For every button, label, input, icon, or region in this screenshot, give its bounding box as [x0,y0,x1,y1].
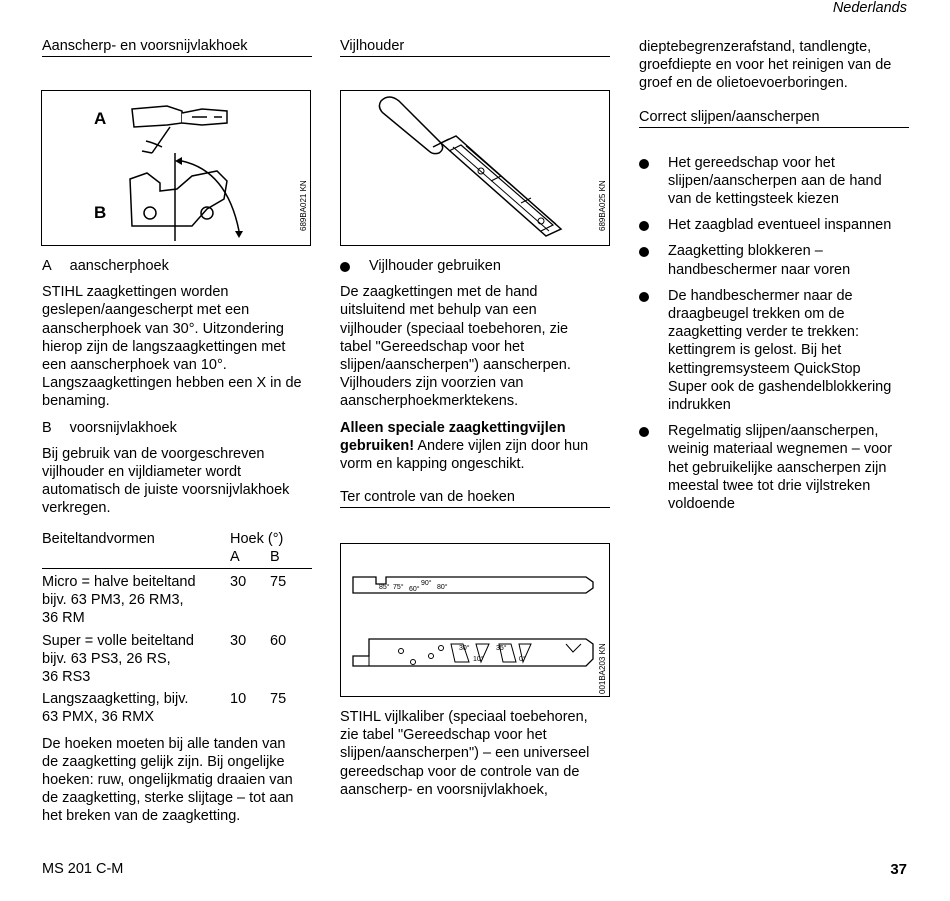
text-line: het gebruikelijke aanscherpen zijn [668,459,887,476]
text-line: aanscherp- en voorsnijvlakhoek, [340,781,548,798]
text-line: kettingremsysteem QuickStop [668,360,861,377]
bullet-icon [639,247,649,257]
table-row [42,628,312,687]
footer-model: MS 201 C-M [42,861,124,877]
text-line: groef en de olietoevoerboringen. [639,75,848,92]
svg-text:75°: 75° [393,584,404,591]
svg-text:85°: 85° [379,584,390,591]
column-2 [340,38,610,57]
text-line: dieptebegrenzerafstand, tandlengte, [639,39,872,55]
page-number: 37 [890,861,907,878]
table-header: Hoek (°) [230,530,284,547]
text-line: vorm en kapping ongeschikt. [340,456,525,473]
column-2-bottom [340,708,610,799]
text-line: gereedschap voor de controle van de [340,763,580,780]
text-line: vijlhouder (speciaal toebehoren, zie [340,320,569,337]
text-line: De hoeken moeten bij alle tanden van [42,735,286,752]
text-line: indrukken [668,397,731,414]
table-cell: 75 [270,574,287,591]
text-line: weinig materiaal wegnemen – voor [668,441,893,458]
warning-text: gebruiken! [340,437,415,454]
table-cell: 63 PMX, 36 RMX [42,709,155,726]
text-line: Het gereedschap voor het [668,154,835,171]
column-1-text [42,257,312,826]
list-item [639,216,909,234]
text-line: Vijlhouders zijn voorzien van [340,375,524,392]
item-a-text: aanscherphoek [69,258,169,274]
list-item [639,154,909,209]
text-line: voldoende [668,496,735,513]
text-line: groefdiepte en voor het reinigen van de [639,57,892,74]
text-line: kettingrem is gelost. Bij het [668,342,842,359]
bullet-text: Vijlhouder gebruiken [369,258,501,274]
table-cell: Langszaagketting, bijv. [42,691,189,708]
bullet-list [639,154,909,514]
section-heading-correct-sharpening: Correct slijpen/aanscherpen [639,109,909,128]
paragraph-c [42,735,312,826]
text-line: uitsluitend met behulp van een [340,302,537,319]
text-line: van de kettingsteek kiezen [668,191,839,208]
section-heading-angles: Aanscherp- en voorsnijvlakhoek [42,38,312,57]
text-line: draagbeugel trekken om de [668,306,845,323]
text-line: benaming. [42,393,110,410]
table-header: Beiteltandvormen [42,530,155,547]
file-gauge-illustration [341,544,609,696]
svg-text:80°: 80° [437,584,448,591]
svg-text:0°: 0° [519,656,526,663]
fig-label-b: B [94,203,107,222]
text-line: geslepen/aangescherpt met een [42,302,250,319]
svg-text:60°: 60° [409,586,420,593]
table-cell: 30 [230,574,247,591]
text-line: De handbeschermer naar de [668,287,853,304]
text-line: STIHL vijlkaliber (speciaal toebehoren, [340,709,588,725]
section-heading-file-holder: Vijlhouder [340,38,610,57]
warning-text: Alleen speciale zaagkettingvijlen [340,419,566,436]
text-line: Bij gebruik van de voorgeschreven [42,445,265,462]
table-subheader: B [270,548,280,565]
text-line: tabel "Gereedschap voor het [340,338,525,355]
table-row [42,686,312,726]
table-cell: 10 [230,691,247,708]
text-line: aanscherphoekmerktekens. [340,393,519,410]
text-line: handbeschermer naar voren [668,261,851,278]
file-holder-illustration [341,91,609,245]
paragraph-a [42,283,312,410]
text-line: hierop zijn de langszaagkettingen met [42,338,286,355]
list-item [639,242,909,278]
language-label: Nederlands [832,0,907,16]
svg-text:30°: 30° [459,645,470,652]
text-line: Regelmatig slijpen/aanscherpen, [668,423,879,440]
text-line: vijlhouder en vijldiameter wordt [42,464,242,481]
text-line: zaagketting verder te trekken: [668,324,860,341]
svg-text:35°: 35° [496,645,507,652]
bullet-file-holder [340,257,610,275]
table-cell: bijv. 63 PS3, 26 RS, [42,650,171,667]
column-3 [639,38,909,513]
text-line: slijpen/aanscherpen aan de hand [668,172,882,189]
text-line: Het zaagblad eventueel inspannen [668,217,892,234]
table-subheader: A [230,548,240,565]
item-b-letter: B [42,419,52,436]
bullet-icon [340,262,350,272]
text-line: De zaagkettingen met de hand [340,284,538,301]
text-line: Super ook de gashendelblokkering [668,378,892,395]
item-b-text: voorsnijvlakhoek [69,419,177,436]
bullet-icon [639,159,649,169]
list-item [639,422,909,513]
column-1 [42,38,312,57]
figure-code: 689BA025 KN [598,180,607,231]
section-heading-check-angles: Ter controle van de hoeken [340,489,610,508]
warning-paragraph [340,419,610,474]
table-cell: 30 [230,632,247,649]
item-a [42,257,312,275]
svg-text:90°: 90° [421,580,432,587]
text-line: een aanscherphoek van 10°. [42,357,227,374]
figure-code: 001BA203 KN [598,643,607,694]
paragraph-file-holder [340,283,610,410]
figure-chain-angles [41,90,311,246]
text-line: slijpen/aanscherpen") aanscherpen. [340,357,571,374]
text-line: automatisch de juiste voorsnijvlakhoek [42,482,290,499]
table-cell: 36 RS3 [42,669,91,686]
bullet-icon [639,292,649,302]
column-2-text [340,257,610,508]
table-cell: 36 RM [42,610,85,627]
svg-text:10°: 10° [473,656,484,663]
table-row [42,569,312,628]
text-line: hoeken: ruw, ongelijkmatig draaien van [42,772,293,789]
table-cell: Micro = halve beiteltand [42,574,196,591]
bullet-icon [639,221,649,231]
item-a-letter: A [42,258,52,274]
angle-table [42,530,312,727]
text-line: STIHL zaagkettingen worden [42,284,229,301]
text-line: aanscherphoek van 30°. Uitzondering [42,320,284,337]
table-cell: bijv. 63 PM3, 26 RM3, [42,592,184,609]
item-b [42,419,312,437]
fig-label-a: A [94,109,107,128]
table-cell: 75 [270,691,287,708]
figure-file-gauge [340,543,610,697]
text-line: het breken van de zaagketting. [42,808,241,825]
list-item [639,287,909,414]
figure-code: 689BA021 KN [299,180,308,231]
text-line: Langszaagkettingen hebben een X in de [42,375,302,392]
text-line: de zaagketting, sterke slijtage – tot aan [42,790,294,807]
text-line: verkregen. [42,500,111,517]
bullet-icon [639,427,649,437]
text-line: meestal twee tot drie vijlstreken [668,477,871,494]
paragraph-b [42,445,312,518]
text-line: de zaagketting gelijk zijn. Bij ongelijke [42,753,285,770]
text-span: Andere vijlen zijn door hun [414,437,589,454]
text-line: Zaagketting blokkeren – [668,243,823,260]
table-cell: Super = volle beiteltand [42,632,194,649]
text-line: zie tabel "Gereedschap voor het [340,727,547,744]
table-cell: 60 [270,632,287,649]
figure-file-holder [340,90,610,246]
chain-tooth-illustration [42,91,310,245]
text-line: slijpen/aanscherpen") – een universeel [340,745,590,762]
